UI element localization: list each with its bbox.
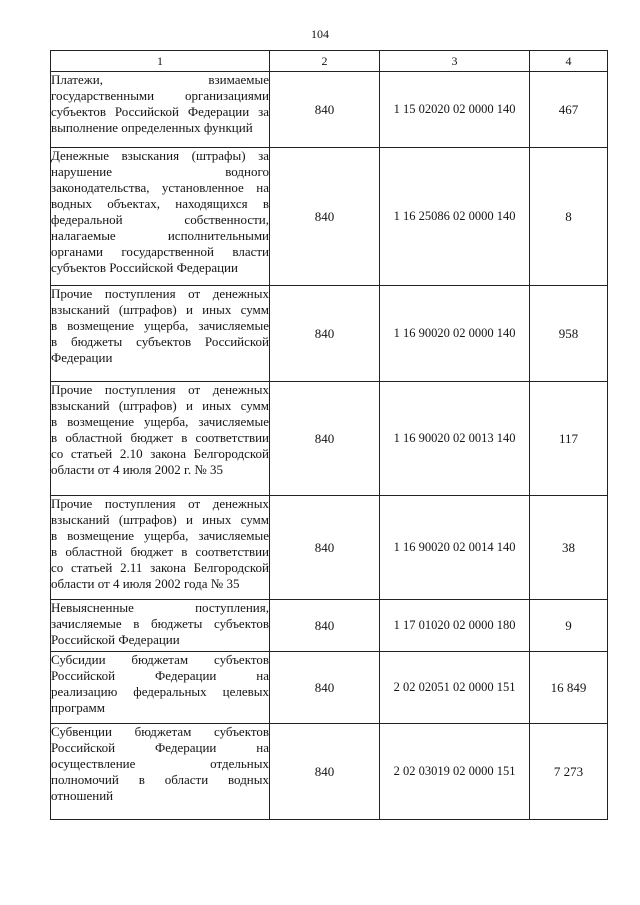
budget-code-cell: 1 16 90020 02 0000 140 — [380, 286, 530, 382]
header-row — [51, 51, 608, 72]
budget-code-cell: 1 16 90020 02 0013 140 — [380, 382, 530, 496]
revenue-name-cell — [51, 286, 270, 382]
budget-code-cell: 1 16 25086 02 0000 140 — [380, 148, 530, 286]
revenue-name-line: в возмещение ущерба, зачисляемые — [51, 414, 269, 429]
revenue-name-line: органами государственной власти — [51, 244, 269, 259]
revenue-name-line: программ — [51, 700, 106, 715]
revenue-name-line: взысканий (штрафов) и иных сумм — [51, 398, 269, 413]
revenue-name-line: федеральной собственности, — [51, 212, 269, 227]
revenue-name-cell — [51, 496, 270, 600]
revenue-name-line: законодательства, установленное на — [51, 180, 269, 195]
revenue-name-line: зачисляемые в бюджеты субъектов — [51, 616, 269, 631]
revenue-name-line: полномочий в области водных — [51, 772, 269, 787]
table-row — [51, 600, 608, 652]
revenue-name-line: субъектов Российской Федерации за — [51, 104, 269, 119]
table-row — [51, 724, 608, 820]
revenue-name-line: налагаемые исполнительными — [51, 228, 269, 243]
revenue-name-line: реализацию федеральных целевых — [51, 684, 269, 699]
revenue-name-cell — [51, 652, 270, 724]
amount-cell: 958 — [530, 286, 608, 382]
revenue-name-line: государственными организациями — [51, 88, 269, 103]
page-number: 104 — [311, 27, 329, 41]
revenue-name-line: Субвенции бюджетам субъектов — [51, 724, 269, 739]
revenue-name-line: в областной бюджет в соответствии — [51, 544, 269, 559]
revenue-name-line: в бюджеты субъектов Российской — [51, 334, 269, 349]
revenue-name-line: нарушение водного — [51, 164, 269, 179]
column-header-3: 3 — [380, 51, 530, 72]
admin-code-cell: 840 — [270, 286, 380, 382]
revenue-table — [50, 50, 608, 820]
amount-cell: 16 849 — [530, 652, 608, 724]
revenue-name-line: со статьей 2.11 закона Белгородской — [51, 560, 269, 575]
budget-code-cell: 2 02 02051 02 0000 151 — [380, 652, 530, 724]
amount-cell: 117 — [530, 382, 608, 496]
revenue-name-line: осуществление отдельных — [51, 756, 269, 771]
revenue-name-line: отношений — [51, 788, 114, 803]
budget-code-cell: 1 16 90020 02 0014 140 — [380, 496, 530, 600]
admin-code-cell: 840 — [270, 724, 380, 820]
budget-code-cell: 2 02 03019 02 0000 151 — [380, 724, 530, 820]
revenue-name-line: в областной бюджет в соответствии — [51, 430, 269, 445]
revenue-name-line: Субсидии бюджетам субъектов — [51, 652, 269, 667]
revenue-name-line: Федерации — [51, 350, 113, 365]
admin-code-cell: 840 — [270, 496, 380, 600]
revenue-name-line: Прочие поступления от денежных — [51, 496, 269, 511]
budget-code-cell: 1 15 02020 02 0000 140 — [380, 72, 530, 148]
revenue-name-line: водных объектах, находящихся в — [51, 196, 269, 211]
revenue-name-line: Российской Федерации на — [51, 740, 269, 755]
table-row — [51, 72, 608, 148]
admin-code-cell: 840 — [270, 72, 380, 148]
revenue-name-line: со статьей 2.10 закона Белгородской — [51, 446, 269, 461]
revenue-name-line: области от 4 июля 2002 г. № 35 — [51, 462, 224, 477]
revenue-name-line: области от 4 июля 2002 года № 35 — [51, 576, 240, 591]
revenue-name-cell — [51, 148, 270, 286]
revenue-name-line: Прочие поступления от денежных — [51, 286, 269, 301]
revenue-name-line: в возмещение ущерба, зачисляемые — [51, 528, 269, 543]
revenue-name-cell — [51, 72, 270, 148]
amount-cell: 7 273 — [530, 724, 608, 820]
table-row — [51, 382, 608, 496]
revenue-name-cell — [51, 724, 270, 820]
admin-code-cell: 840 — [270, 382, 380, 496]
revenue-name-cell — [51, 382, 270, 496]
revenue-name-line: в возмещение ущерба, зачисляемые — [51, 318, 269, 333]
revenue-name-line: Платежи, взимаемые — [51, 72, 269, 87]
table-row — [51, 652, 608, 724]
table-row — [51, 148, 608, 286]
amount-cell: 8 — [530, 148, 608, 286]
revenue-name-cell — [51, 600, 270, 652]
revenue-name-line: Невыясненные поступления, — [51, 600, 269, 615]
amount-cell: 9 — [530, 600, 608, 652]
amount-cell: 38 — [530, 496, 608, 600]
admin-code-cell: 840 — [270, 600, 380, 652]
revenue-name-line: Российской Федерации — [51, 632, 180, 647]
amount-cell: 467 — [530, 72, 608, 148]
revenue-name-line: Денежные взыскания (штрафы) за — [51, 148, 269, 163]
revenue-name-line: Прочие поступления от денежных — [51, 382, 269, 397]
revenue-name-line: взысканий (штрафов) и иных сумм — [51, 302, 269, 317]
revenue-name-line: взысканий (штрафов) и иных сумм — [51, 512, 269, 527]
column-header-1: 1 — [51, 51, 270, 72]
admin-code-cell: 840 — [270, 652, 380, 724]
table-row — [51, 496, 608, 600]
revenue-name-line: выполнение определенных функций — [51, 120, 253, 135]
admin-code-cell: 840 — [270, 148, 380, 286]
column-header-2: 2 — [270, 51, 380, 72]
revenue-name-line: субъектов Российской Федерации — [51, 260, 238, 275]
revenue-name-line: Российской Федерации на — [51, 668, 269, 683]
budget-code-cell: 1 17 01020 02 0000 180 — [380, 600, 530, 652]
column-header-4: 4 — [530, 51, 608, 72]
table-row — [51, 286, 608, 382]
